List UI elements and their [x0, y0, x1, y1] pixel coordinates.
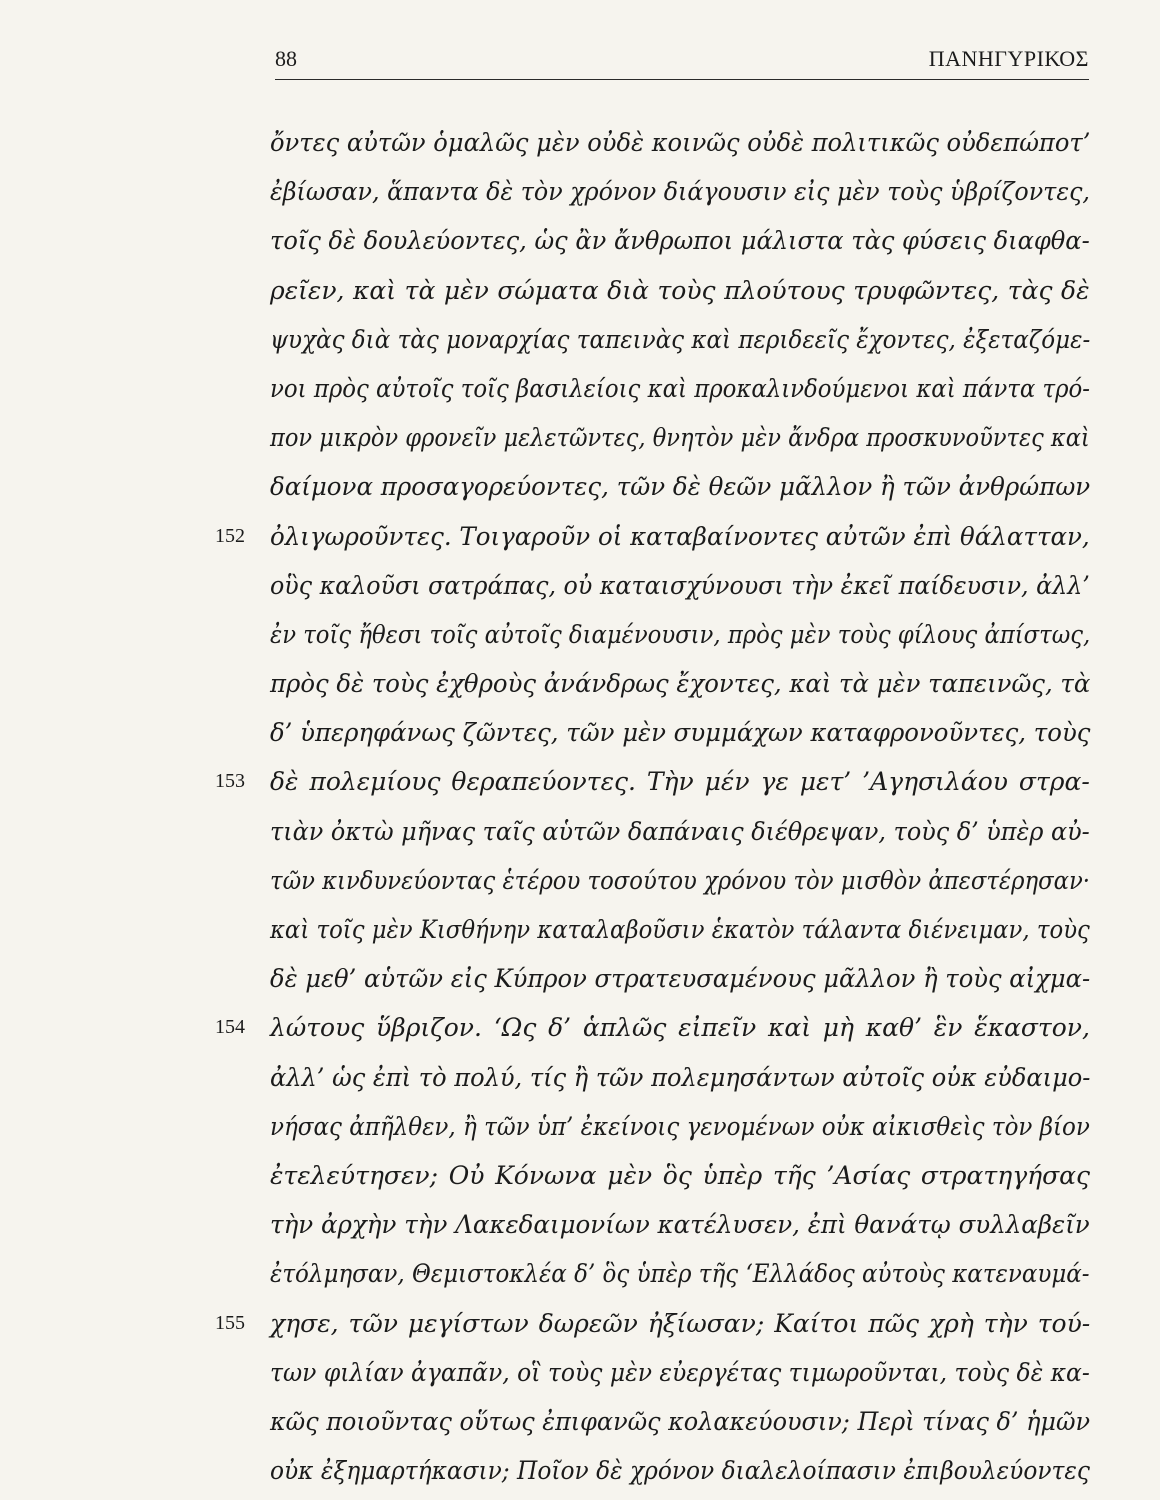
line-text: ἀλλ’ ὡς ἐπὶ τὸ πολύ, τίς ἢ τῶν πολεμησάντων αὐτοῖς οὐκ εὐδαιμο-: [270, 1062, 1091, 1092]
line-text: ἐβίωσαν, ἅπαντα δὲ τὸν χρόνον διάγουσιν εἰς μὲν τοὺς ὑβρίζοντες,: [270, 177, 1090, 207]
line-text: τιὰν ὀκτὼ μῆνας ταῖς αὑτῶν δαπάναις διέθρεψαν, τοὺς δ’ ὑπὲρ αὐ-: [270, 816, 1090, 846]
section-number: 154: [215, 1016, 245, 1039]
line-text: δ’ ὑπερηφάνως ζῶντες, τῶν μὲν συμμάχων καταφρονοῦντες, τοὺς: [270, 718, 1091, 748]
page-header: [275, 44, 1089, 78]
page-number: 88: [275, 46, 297, 71]
text-line: [270, 954, 1090, 1003]
line-text: χησε, τῶν μεγίστων δωρεῶν ἠξίωσαν; Καίτοι πῶς χρὴ τὴν τού-: [270, 1308, 1091, 1338]
text-line: [270, 905, 1090, 954]
text-line: [270, 266, 1090, 315]
line-text: ἐτελεύτησεν; Οὐ Κόνωνα μὲν ὃς ὑπὲρ τῆς ’Ασίας στρατηγήσας: [270, 1160, 1091, 1190]
text-line: [270, 659, 1090, 708]
line-text: ὀλιγωροῦντες. Τοιγαροῦν οἱ καταβαίνοντες αὐτῶν ἐπὶ θάλατταν,: [270, 521, 1090, 551]
text-line: [270, 610, 1090, 659]
text-line: [270, 1397, 1090, 1446]
line-text: τῶν κινδυνεύοντας ἑτέρου τοσούτου χρόνου τὸν μισθὸν ἀπεστέρησαν·: [270, 865, 1091, 895]
text-line: [270, 167, 1090, 216]
text-line: [215, 1299, 1091, 1348]
text-line: [270, 1053, 1090, 1102]
text-line: [270, 561, 1090, 610]
text-line: [270, 315, 1090, 364]
text-line: [215, 1003, 1090, 1052]
section-number: 155: [215, 1311, 245, 1334]
line-text: ἐτόλμησαν, Θεμιστοκλέα δ’ ὃς ὑπὲρ τῆς ‘Ελλάδος αὐτοὺς κατεναυμά-: [270, 1259, 1090, 1289]
line-text: λώτους ὕβριζον. ‘Ως δ’ ἁπλῶς εἰπεῖν καὶ μὴ καθ’ ἓν ἕκαστον,: [270, 1013, 1090, 1043]
text-line: [270, 1446, 1090, 1495]
line-text: ὄντες αὐτῶν ὁμαλῶς μὲν οὐδὲ κοινῶς οὐδὲ πολιτικῶς οὐδεπώποτ’: [270, 128, 1091, 157]
line-text: καὶ τοῖς μὲν Κισθήνην καταλαβοῦσιν ἑκατὸν τάλαντα διένειμαν, τοὺς: [270, 915, 1090, 944]
line-text: πρὸς δὲ τοὺς ἐχθροὺς ἀνάνδρως ἔχοντες, καὶ τὰ μὲν ταπεινῶς, τὰ: [270, 669, 1091, 699]
text-line: [270, 118, 1090, 167]
text-line: [215, 512, 1090, 561]
line-text: κῶς ποιοῦντας οὕτως ἐπιφανῶς κολακεύουσιν; Περὶ τίνας δ’ ἡμῶν: [270, 1406, 1091, 1436]
greek-text-body: [215, 118, 1091, 1495]
line-text: πον μικρὸν φρονεῖν μελετῶντες, θνητὸν μὲν ἄνδρα προσκυνοῦντες καὶ: [270, 423, 1090, 453]
text-line: [270, 1200, 1090, 1249]
text-line: [270, 856, 1090, 905]
text-line: [270, 1102, 1090, 1151]
text-line: [270, 807, 1090, 856]
section-number: 152: [215, 524, 245, 547]
text-line: [270, 1151, 1090, 1200]
section-number: 153: [215, 770, 245, 793]
running-title: ΠΑΝΗΓΥΡΙΚΟΣ: [928, 46, 1089, 71]
header-rule: [275, 79, 1089, 80]
line-text: ψυχὰς διὰ τὰς μοναρχίας ταπεινὰς καὶ περιδεεῖς ἔχοντες, ἐξεταζόμε-: [270, 324, 1091, 354]
line-text: οὐκ ἐξημαρτήκασιν; Ποῖον δὲ χρόνον διαλελοίπασιν ἐπιβουλεύοντες: [270, 1456, 1090, 1486]
text-line: [215, 757, 1090, 806]
line-text: τὴν ἀρχὴν τὴν Λακεδαιμονίων κατέλυσεν, ἐπὶ θανάτῳ συλλαβεῖν: [270, 1210, 1090, 1240]
text-line: [270, 216, 1090, 265]
text-line: [270, 413, 1090, 462]
text-line: [270, 364, 1090, 413]
text-line: [270, 462, 1090, 511]
line-text: τοῖς δὲ δουλεύοντες, ὡς ἂν ἄνθρωποι μάλιστα τὰς φύσεις διαφθα-: [270, 226, 1090, 256]
line-text: οὓς καλοῦσι σατράπας, οὐ καταισχύνουσι τὴν ἐκεῖ παίδευσιν, ἀλλ’: [270, 570, 1090, 600]
line-text: νοι πρὸς αὐτοῖς τοῖς βασιλείοις καὶ προκαλινδούμενοι καὶ πάντα τρό-: [270, 373, 1091, 403]
text-line: [270, 708, 1090, 757]
line-text: ρεῖεν, καὶ τὰ μὲν σώματα διὰ τοὺς πλούτους τρυφῶντες, τὰς δὲ: [270, 275, 1090, 305]
line-text: ἐν τοῖς ἤθεσι τοῖς αὐτοῖς διαμένουσιν, πρὸς μὲν τοὺς φίλους ἀπίστως,: [270, 619, 1091, 649]
line-text: δὲ πολεμίους θεραπεύοντες. Τὴν μέν γε μετ’ ’Αγησιλάου στρα-: [270, 767, 1090, 797]
text-line: [270, 1348, 1090, 1397]
line-text: των φιλίαν ἀγαπᾶν, οἳ τοὺς μὲν εὐεργέτας τιμωροῦνται, τοὺς δὲ κα-: [270, 1357, 1090, 1387]
line-text: νήσας ἀπῆλθεν, ἢ τῶν ὑπ’ ἐκείνοις γενομένων οὐκ αἰκισθεὶς τὸν βίον: [270, 1111, 1090, 1141]
line-text: δαίμονα προσαγορεύοντες, τῶν δὲ θεῶν μᾶλλον ἢ τῶν ἀνθρώπων: [270, 472, 1091, 502]
line-text: δὲ μεθ’ αὑτῶν εἰς Κύπρον στρατευσαμένους μᾶλλον ἢ τοὺς αἰχμα-: [270, 964, 1091, 994]
text-line: [270, 1249, 1090, 1298]
